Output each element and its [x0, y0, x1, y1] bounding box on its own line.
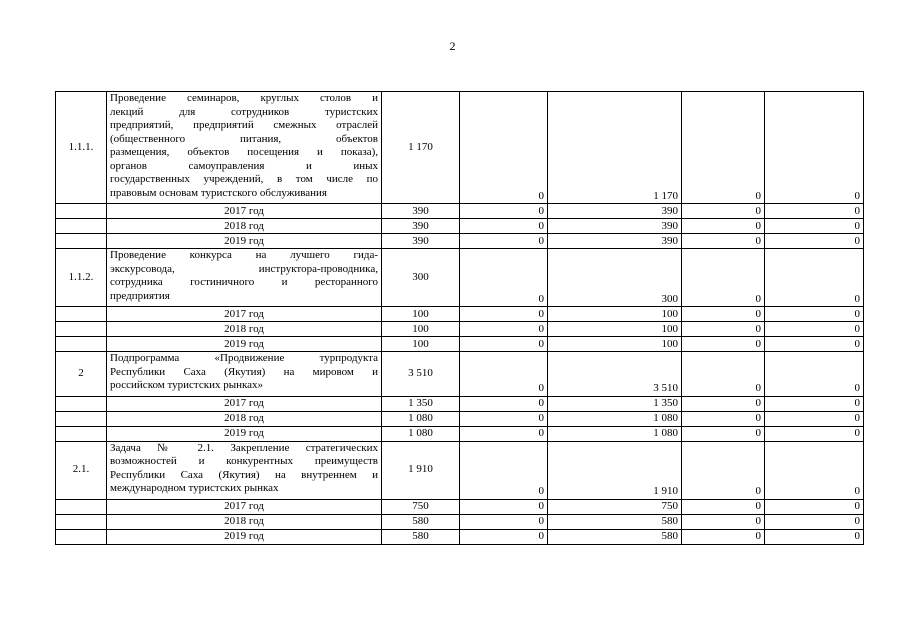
empty-code-cell: [56, 234, 107, 249]
description-line: размещения, объектов посещения и показа),: [110, 146, 378, 158]
value-cell: 0: [682, 529, 765, 544]
value-cell: 0: [460, 352, 548, 397]
value-cell: 0: [460, 411, 548, 426]
row-total: 300: [382, 249, 460, 307]
row-code: 1.1.1.: [56, 92, 107, 204]
year-label: 2018 год: [107, 219, 382, 234]
value-cell: 0: [682, 411, 765, 426]
value-cell: 1 350: [548, 396, 682, 411]
year-total: 100: [382, 322, 460, 337]
table-row: [56, 441, 864, 499]
description-line: Подпрограмма «Продвижение турпродукта: [110, 352, 378, 364]
value-cell: 0: [460, 92, 548, 204]
value-cell: 0: [682, 219, 765, 234]
year-row: [56, 204, 864, 219]
value-cell: 0: [460, 204, 548, 219]
value-cell: 0: [460, 337, 548, 352]
description-line: Задача № 2.1. Закрепление стратегических: [110, 441, 378, 454]
year-label: 2018 год: [107, 514, 382, 529]
year-row: [56, 426, 864, 441]
value-cell: 0: [682, 234, 765, 249]
description-line: Республики Саха (Якутия) на внутреннем и: [110, 468, 378, 481]
description-line: государственных учреждений, в том числе по: [110, 173, 378, 185]
year-total: 100: [382, 307, 460, 322]
empty-code-cell: [56, 322, 107, 337]
year-total: 580: [382, 529, 460, 544]
value-cell: 580: [548, 514, 682, 529]
empty-code-cell: [56, 307, 107, 322]
value-cell: 0: [682, 307, 765, 322]
year-label: 2019 год: [107, 529, 382, 544]
empty-code-cell: [56, 337, 107, 352]
value-cell: 750: [548, 499, 682, 514]
year-label: 2019 год: [107, 337, 382, 352]
value-cell: 300: [548, 249, 682, 307]
value-cell: 0: [682, 204, 765, 219]
year-row: [56, 307, 864, 322]
year-row: [56, 514, 864, 529]
description-line: правовым основам туристского обслуживания: [110, 186, 327, 199]
value-cell: 0: [765, 352, 864, 397]
value-cell: 0: [682, 92, 765, 204]
description-line: международном туристских рынках: [110, 482, 279, 494]
year-label: 2018 год: [107, 322, 382, 337]
table-row: [56, 249, 864, 307]
year-label: 2017 год: [107, 499, 382, 514]
year-total: 750: [382, 499, 460, 514]
empty-code-cell: [56, 204, 107, 219]
page-number: 2: [449, 39, 456, 53]
year-total: 100: [382, 337, 460, 352]
year-label: 2017 год: [107, 307, 382, 322]
value-cell: 0: [765, 441, 864, 499]
value-cell: 580: [548, 529, 682, 544]
value-cell: 1 080: [548, 426, 682, 441]
description-line: возможностей и конкурентных преимуществ: [110, 455, 378, 467]
value-cell: 0: [682, 352, 765, 397]
year-total: 1 350: [382, 396, 460, 411]
value-cell: 0: [460, 307, 548, 322]
year-label: 2017 год: [107, 204, 382, 219]
value-cell: 3 510: [548, 352, 682, 397]
value-cell: 0: [682, 426, 765, 441]
row-total: 1 170: [382, 92, 460, 204]
year-label: 2019 год: [107, 234, 382, 249]
value-cell: 390: [548, 234, 682, 249]
row-description: [107, 249, 382, 307]
description-line: Республики Саха (Якутия) на мировом и: [110, 365, 378, 378]
row-code: 1.1.2.: [56, 249, 107, 307]
value-cell: 0: [460, 396, 548, 411]
value-cell: 0: [460, 249, 548, 307]
value-cell: 0: [765, 426, 864, 441]
value-cell: 0: [765, 337, 864, 352]
value-cell: 0: [460, 234, 548, 249]
year-total: 390: [382, 234, 460, 249]
description-line: предприятий, предприятий смежных отраслей: [110, 119, 378, 131]
table-row: [56, 352, 864, 397]
year-row: [56, 337, 864, 352]
year-label: 2018 год: [107, 411, 382, 426]
value-cell: 100: [548, 337, 682, 352]
value-cell: 1 080: [548, 411, 682, 426]
value-cell: 0: [765, 92, 864, 204]
value-cell: 0: [765, 499, 864, 514]
year-row: [56, 322, 864, 337]
row-total: 3 510: [382, 352, 460, 397]
value-cell: 0: [682, 514, 765, 529]
empty-code-cell: [56, 219, 107, 234]
empty-code-cell: [56, 396, 107, 411]
description-line: Проведение семинаров, круглых столов и: [110, 92, 378, 104]
value-cell: 100: [548, 307, 682, 322]
value-cell: 0: [765, 204, 864, 219]
year-row: [56, 234, 864, 249]
row-code: 2: [56, 352, 107, 397]
year-total: 390: [382, 219, 460, 234]
value-cell: 1 910: [548, 441, 682, 499]
value-cell: 0: [682, 337, 765, 352]
value-cell: 0: [460, 426, 548, 441]
value-cell: 0: [765, 219, 864, 234]
value-cell: 0: [460, 499, 548, 514]
value-cell: 0: [765, 529, 864, 544]
description-line: сотрудника гостиничного и ресторанного: [110, 276, 378, 288]
value-cell: 0: [765, 411, 864, 426]
value-cell: 0: [460, 219, 548, 234]
year-total: 580: [382, 514, 460, 529]
value-cell: 0: [765, 307, 864, 322]
description-line: лекций для сотрудников туристских: [110, 105, 378, 118]
value-cell: 1 170: [548, 92, 682, 204]
empty-code-cell: [56, 426, 107, 441]
value-cell: 100: [548, 322, 682, 337]
row-description: [107, 352, 382, 397]
empty-code-cell: [56, 411, 107, 426]
table-row: [56, 92, 864, 204]
value-cell: 0: [460, 441, 548, 499]
description-line: предприятия: [110, 289, 170, 302]
year-label: 2017 год: [107, 396, 382, 411]
empty-code-cell: [56, 499, 107, 514]
year-label: 2019 год: [107, 426, 382, 441]
description-line: экскурсовода, инструктора-проводника,: [110, 262, 378, 275]
empty-code-cell: [56, 529, 107, 544]
description-line: Проведение конкурса на лучшего гида-: [110, 249, 378, 261]
description-line: (общественного питания, объектов: [110, 132, 378, 145]
year-row: [56, 396, 864, 411]
value-cell: 0: [682, 499, 765, 514]
year-row: [56, 411, 864, 426]
year-total: 1 080: [382, 426, 460, 441]
value-cell: 0: [765, 234, 864, 249]
budget-table: [55, 91, 864, 545]
value-cell: 390: [548, 204, 682, 219]
value-cell: 0: [460, 514, 548, 529]
value-cell: 0: [682, 249, 765, 307]
value-cell: 0: [765, 396, 864, 411]
value-cell: 0: [682, 441, 765, 499]
value-cell: 0: [460, 529, 548, 544]
row-code: 2.1.: [56, 441, 107, 499]
year-row: [56, 499, 864, 514]
row-description: [107, 92, 382, 204]
value-cell: 0: [460, 322, 548, 337]
row-description: [107, 441, 382, 499]
value-cell: 0: [682, 396, 765, 411]
description-line: российском туристских рынках»: [110, 379, 264, 391]
row-total: 1 910: [382, 441, 460, 499]
year-row: [56, 219, 864, 234]
value-cell: 0: [765, 322, 864, 337]
year-total: 390: [382, 204, 460, 219]
year-row: [56, 529, 864, 544]
year-total: 1 080: [382, 411, 460, 426]
value-cell: 0: [765, 514, 864, 529]
empty-code-cell: [56, 514, 107, 529]
value-cell: 0: [682, 322, 765, 337]
value-cell: 0: [765, 249, 864, 307]
description-line: органов самоуправления и иных: [110, 159, 378, 172]
value-cell: 390: [548, 219, 682, 234]
